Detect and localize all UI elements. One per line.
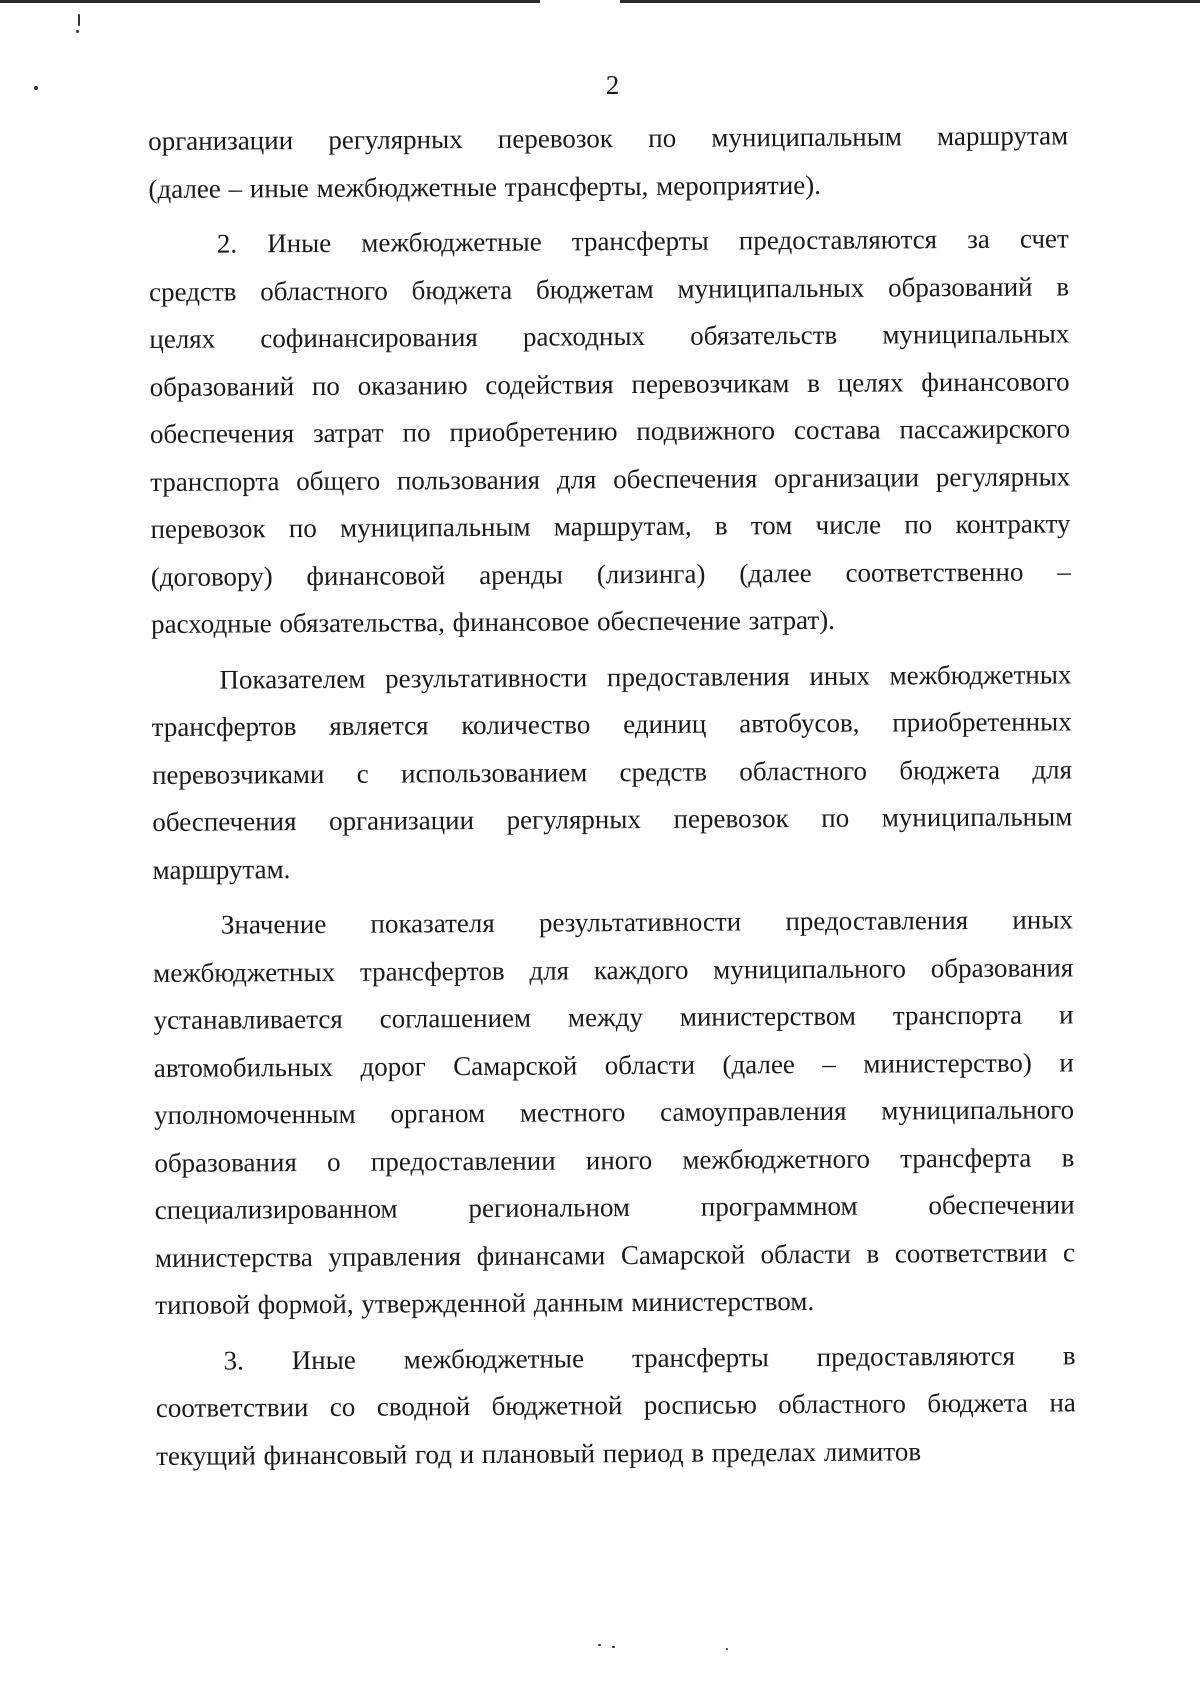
- text-line: перевозчиками с использованием средств областного бюджета для: [151, 753, 1073, 790]
- text-line: специализированном региональном программном обеспечении: [154, 1189, 1075, 1225]
- text-line: Значение показателя результативности предоставления иных: [220, 904, 1074, 940]
- text-line: средств областного бюджета бюджетам муниципальных образований в: [148, 270, 1070, 307]
- text-line: министерства управления финансами Самарской области в соответствии с: [154, 1236, 1076, 1273]
- text-line: межбюджетных трансфертов для каждого муниципального образования: [153, 951, 1074, 988]
- text-line: (далее – иные межбюджетные трансферты, мероприятие).: [148, 169, 822, 204]
- text-line: устанавливается соглашением между министерством транспорта и: [153, 999, 1074, 1035]
- text-line: автомобильных дорог Самарской области (далее – министерство) и: [153, 1046, 1074, 1083]
- text-line: образований по оказанию содействия перевозчикам в целях финансового: [149, 365, 1070, 402]
- page-number: 2: [605, 70, 620, 100]
- scan-speck: [76, 30, 79, 33]
- text-line: 3. Иные межбюджетные трансферты предоставляются в: [223, 1339, 1076, 1376]
- paragraph-p3: [153, 896, 1076, 1329]
- text-line: организации регулярных перевозок по муниципальным маршрутам: [148, 120, 1069, 156]
- scan-speck: [612, 1646, 615, 1648]
- text-line: (договору) финансовой аренды (лизинга) (далее соответственно –: [150, 555, 1071, 592]
- text-line: расходные обязательства, финансовое обеспечение затрат).: [150, 604, 836, 639]
- text-line: текущий финансовый год и плановый период в пределах лимитов: [156, 1435, 922, 1471]
- text-line: соответствии со сводной бюджетной росписью областного бюджета на: [155, 1387, 1076, 1423]
- paragraph-p1: [149, 215, 1072, 648]
- paragraph-p4: [155, 1332, 1076, 1480]
- scan-speck: [78, 14, 80, 26]
- scan-speck: [726, 1648, 728, 1650]
- text-line: уполномоченным органом местного самоуправления муниципального: [153, 1094, 1075, 1130]
- text-line: перевозок по муниципальным маршрутам, в том числе по контракту: [150, 508, 1071, 544]
- text-line: обеспечения организации регулярных перевозок по муниципальным: [152, 801, 1073, 837]
- paragraph-p0: [148, 112, 1069, 213]
- text-line: трансфертов является количество единиц автобусов, приобретенных: [151, 706, 1072, 742]
- text-line: образования о предоставлении иного межбюджетного трансферта в: [154, 1141, 1075, 1178]
- text-line: 2. Иные межбюджетные трансферты предоставляются за счет: [216, 223, 1069, 259]
- text-line: обеспечения затрат по приобретению подвижного состава пассажирского: [149, 413, 1071, 449]
- text-line: транспорта общего пользования для обеспечения организации регулярных: [150, 460, 1071, 497]
- paragraph-p2: [151, 651, 1072, 894]
- text-line: Показателем результативности предоставления иных межбюджетных: [219, 658, 1072, 695]
- text-line: маршрутам.: [152, 853, 291, 885]
- scan-speck: [598, 1644, 601, 1646]
- document-body: [148, 112, 1076, 1480]
- scan-edge-gap: [540, 0, 620, 3]
- text-line: целях софинансирования расходных обязательств муниципальных: [149, 318, 1070, 354]
- text-line: типовой формой, утвержденной данным министерством.: [155, 1285, 815, 1320]
